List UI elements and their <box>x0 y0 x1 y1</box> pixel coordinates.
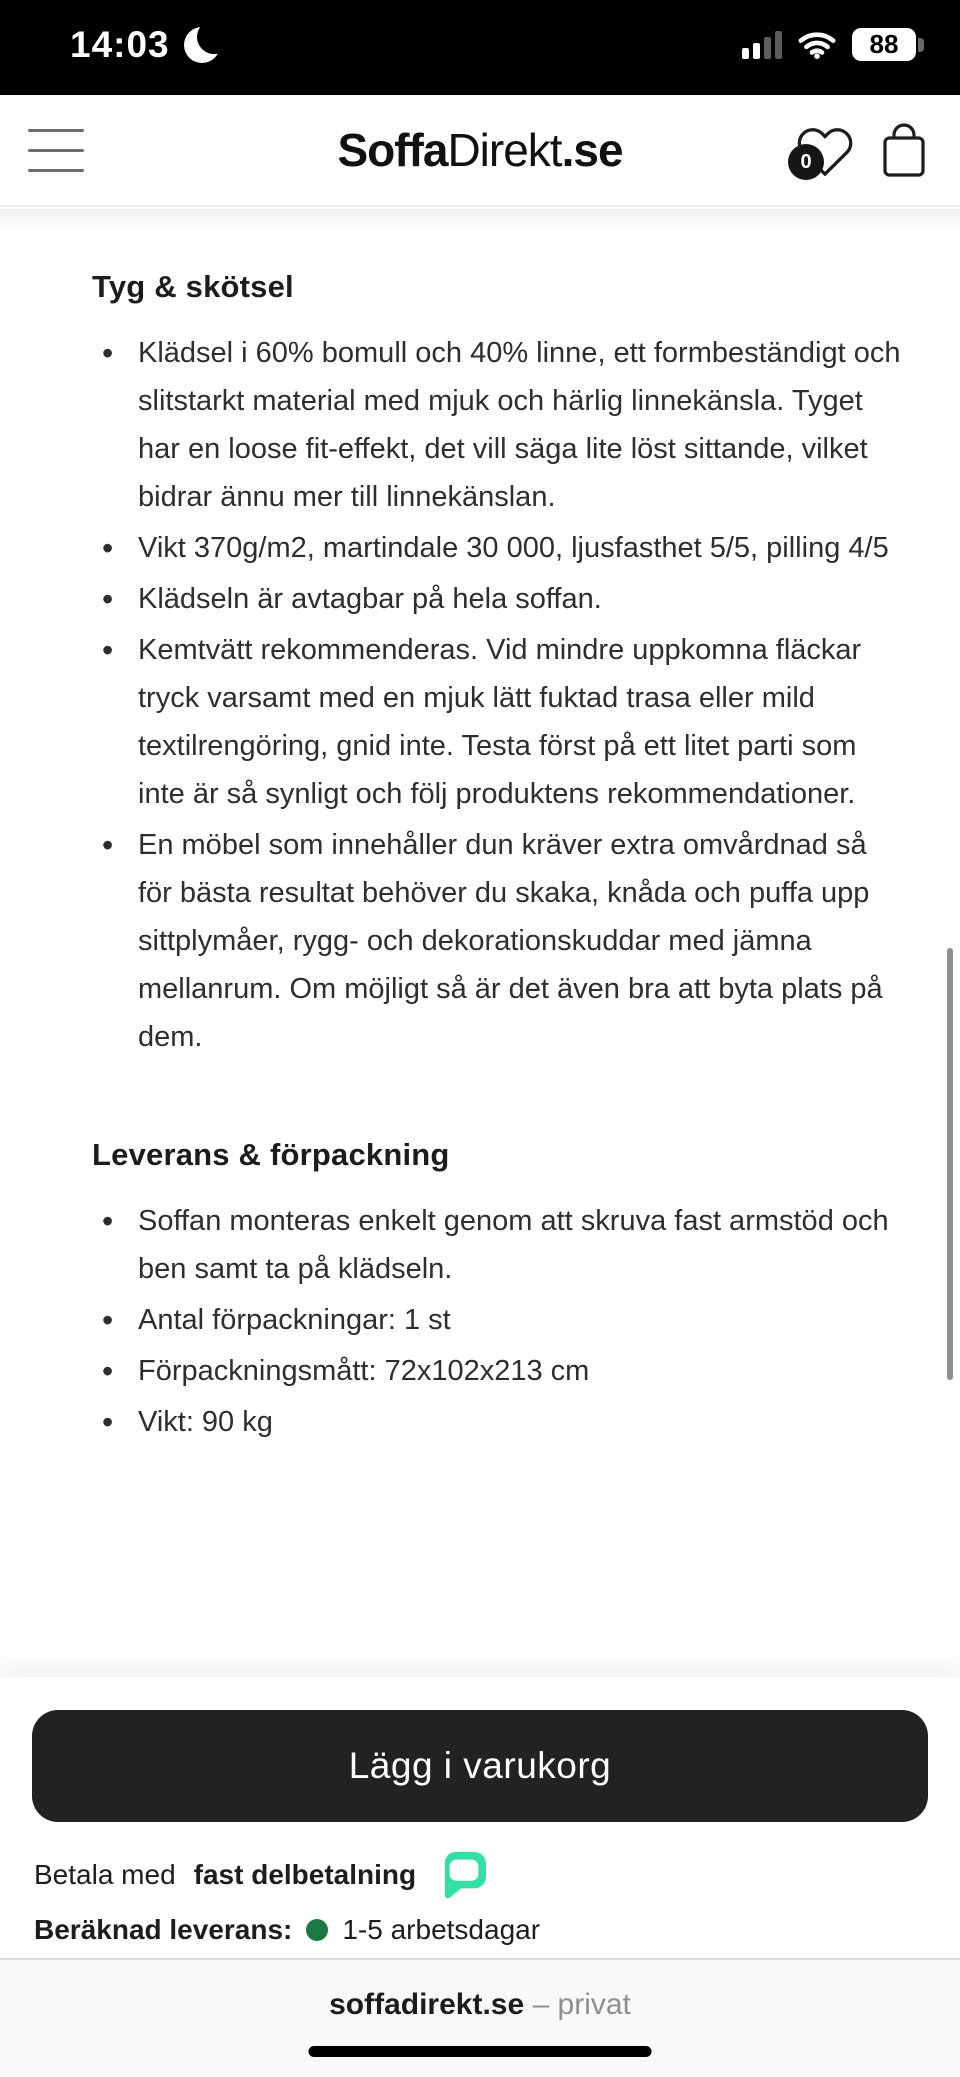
home-indicator[interactable] <box>309 2046 652 2057</box>
fabric-care-list <box>92 329 904 1061</box>
menu-button[interactable] <box>28 129 84 172</box>
moon-icon <box>184 27 220 63</box>
product-info <box>0 207 960 1446</box>
bullet-item: • Klädsel i 60% bomull och 40% linne, ett formbeständigt och slitstarkt material med mjuk och härlig linnekänsla. Tyget har en loose fit-effekt, det vill säga lite löst sittande, vilket bidrar ännu mer till linnekänslan. <box>138 329 904 521</box>
wifi-icon <box>798 31 836 59</box>
status-bar <box>0 0 960 95</box>
bullet-item: • En möbel som innehåller dun kräver extra omvårdnad så för bästa resultat behöver du skaka, knåda och puffa upp sittplymåer, rygg- och dekorationskuddar med jämna mellanrum. Om möjligt så är det även bra att byta plats på dem. <box>138 821 904 1061</box>
wishlist-button[interactable] <box>796 124 854 176</box>
status-right <box>742 28 924 61</box>
section-heading: Leverans & förpackning <box>92 1137 450 1172</box>
payment-info <box>32 1850 928 1900</box>
wishlist-count-badge: 0 <box>788 144 824 180</box>
payment-prefix: Betala med <box>34 1859 176 1890</box>
add-to-cart-button[interactable]: Lägg i varukorg <box>32 1710 928 1822</box>
shopping-bag-icon <box>876 168 932 183</box>
scrollbar-thumb[interactable] <box>947 948 953 1380</box>
section-fabric-care <box>92 269 904 1061</box>
bullet-item: • Antal förpackningar: 1 st <box>138 1296 904 1344</box>
status-left <box>70 24 220 66</box>
bullet-item: • Soffan monteras enkelt genom att skruva fast armstöd och ben samt ta på klädseln. <box>138 1197 904 1293</box>
bullet-item: • Förpackningsmått: 72x102x213 cm <box>138 1347 904 1395</box>
address-bar[interactable] <box>329 1988 631 2022</box>
bullet-item: • Vikt: 90 kg <box>138 1398 904 1446</box>
bullet-item: • Vikt 370g/m2, martindale 30 000, ljusfasthet 5/5, pilling 4/5 <box>138 524 904 572</box>
logo-part-suffix: .se <box>561 124 623 176</box>
logo-part-regular: Direkt <box>447 124 562 176</box>
bullet-item: • Klädseln är avtagbar på hela soffan. <box>138 575 904 623</box>
browser-bar <box>0 1958 960 2077</box>
payment-method: fast delbetalning <box>193 1859 417 1890</box>
store-logo[interactable] <box>337 123 622 177</box>
header-icons <box>796 120 932 180</box>
cellular-signal-icon <box>742 31 782 59</box>
delivery-packaging-list <box>92 1197 904 1446</box>
purchase-bar <box>0 1677 960 1958</box>
private-mode-label: – privat <box>532 1988 631 2021</box>
battery-percent: 88 <box>852 28 916 61</box>
bullet-item: • Kemtvätt rekommenderas. Vid mindre uppkomna fläckar tryck varsamt med en mjuk lätt fuktad trasa eller mild textilrengöring, gnid inte. Testa först på ett litet parti som inte är så synligt och följ produktens rekommendationer. <box>138 626 904 818</box>
section-heading: Tyg & skötsel <box>92 269 294 304</box>
clock: 14:03 <box>70 23 170 65</box>
url-domain: soffadirekt.se <box>329 1988 525 2021</box>
delivery-label: Beräknad leverans: <box>34 1914 293 1945</box>
delivery-status-dot <box>306 1919 328 1941</box>
qliro-icon <box>440 1850 486 1900</box>
app-header <box>0 95 960 207</box>
logo-part-bold: Soffa <box>337 124 448 176</box>
section-delivery-packaging <box>92 1137 904 1446</box>
battery-icon <box>852 28 924 61</box>
delivery-estimate <box>32 1914 928 1946</box>
cart-button[interactable] <box>876 120 932 180</box>
delivery-value: 1-5 arbetsdagar <box>342 1914 541 1945</box>
